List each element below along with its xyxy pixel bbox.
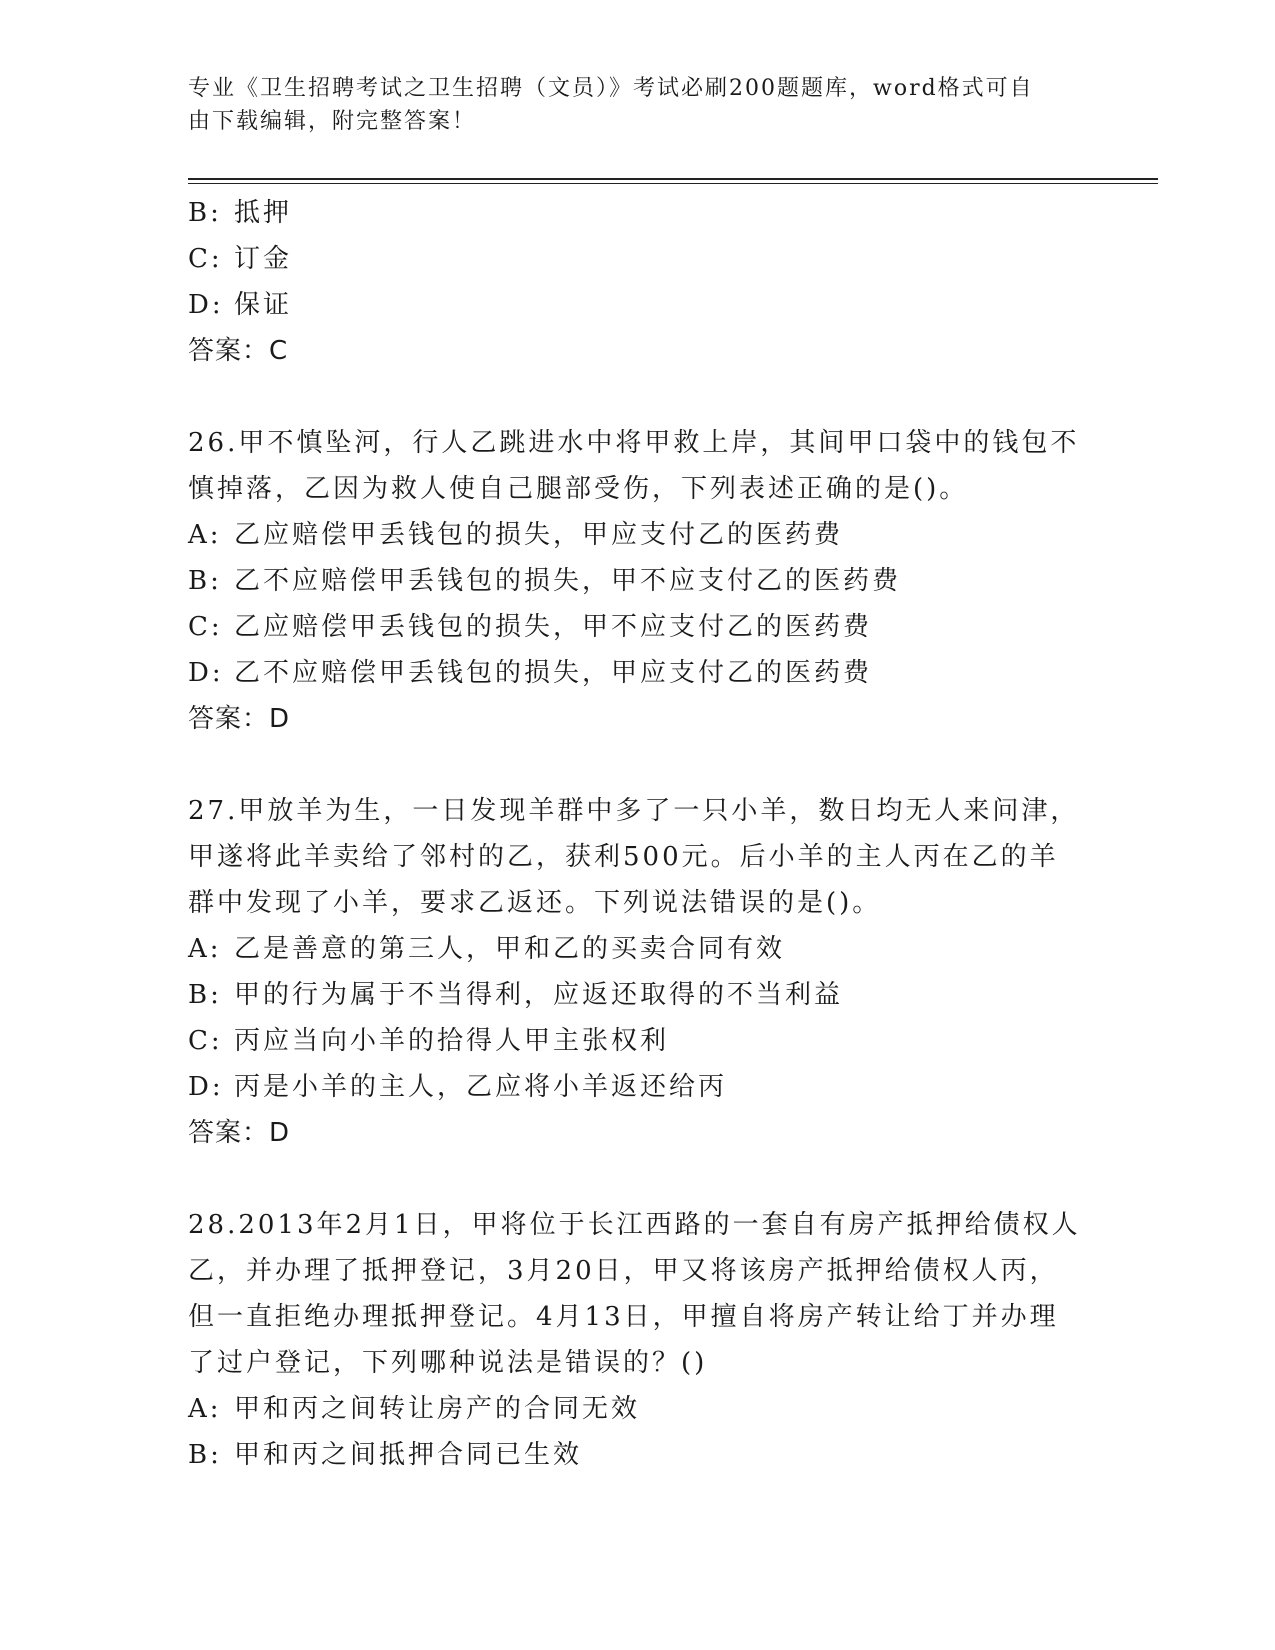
q28-option-a: A: 甲和丙之间转让房产的合同无效	[188, 1394, 641, 1424]
q26-option-c: C: 乙应赔偿甲丢钱包的损失，甲不应支付乙的医药费	[188, 612, 873, 642]
page-header	[188, 72, 1088, 138]
question-28-line-1: 28.2013年2月1日，甲将位于长江西路的一套自有房产抵押给债权人	[188, 1210, 1081, 1240]
q27-option-d: D: 丙是小羊的主人，乙应将小羊返还给丙	[188, 1072, 728, 1102]
q27-option-a: A: 乙是善意的第三人，甲和乙的买卖合同有效	[188, 934, 786, 964]
answer-26: 答案：D	[188, 704, 291, 734]
q26-option-b: B: 乙不应赔偿甲丢钱包的损失，甲不应支付乙的医药费	[188, 566, 902, 596]
question-26-line-2: 慎掉落，乙因为救人使自己腿部受伤，下列表述正确的是()。	[188, 474, 969, 504]
question-28-line-3: 但一直拒绝办理抵押登记。4月13日，甲擅自将房产转让给丁并办理	[188, 1302, 1059, 1332]
q28-option-b: B: 甲和丙之间抵押合同已生效	[188, 1440, 583, 1470]
question-27-line-1: 27.甲放羊为生，一日发现羊群中多了一只小羊，数日均无人来问津，	[188, 796, 1080, 826]
q27-option-c: C: 丙应当向小羊的拾得人甲主张权利	[188, 1026, 670, 1056]
q27-option-b: B: 甲的行为属于不当得利，应返还取得的不当利益	[188, 980, 844, 1010]
q26-option-d: D: 乙不应赔偿甲丢钱包的损失，甲应支付乙的医药费	[188, 658, 873, 688]
option-c: C: 订金	[188, 244, 293, 274]
question-28-line-4: 了过户登记，下列哪种说法是错误的？()	[188, 1348, 708, 1378]
answer-25: 答案：C	[188, 336, 289, 366]
header-line-1: 专业《卫生招聘考试之卫生招聘（文员）》考试必刷200题题库，word格式可自	[188, 76, 1034, 101]
option-b: B: 抵押	[188, 198, 293, 228]
q26-option-a: A: 乙应赔偿甲丢钱包的损失，甲应支付乙的医药费	[188, 520, 844, 550]
answer-27: 答案：D	[188, 1118, 291, 1148]
document-body	[188, 190, 1108, 1478]
question-26-line-1: 26.甲不慎坠河，行人乙跳进水中将甲救上岸，其间甲口袋中的钱包不	[188, 428, 1080, 458]
question-27-line-3: 群中发现了小羊，要求乙返还。下列说法错误的是()。	[188, 888, 882, 918]
question-28-line-2: 乙，并办理了抵押登记，3月20日，甲又将该房产抵押给债权人丙，	[188, 1256, 1059, 1286]
header-rule-thin	[188, 183, 1158, 184]
question-27-line-2: 甲遂将此羊卖给了邻村的乙，获利500元。后小羊的主人丙在乙的羊	[188, 842, 1059, 872]
header-line-2: 由下载编辑，附完整答案！	[188, 109, 477, 134]
header-rule	[188, 178, 1158, 180]
option-d: D: 保证	[188, 290, 293, 320]
